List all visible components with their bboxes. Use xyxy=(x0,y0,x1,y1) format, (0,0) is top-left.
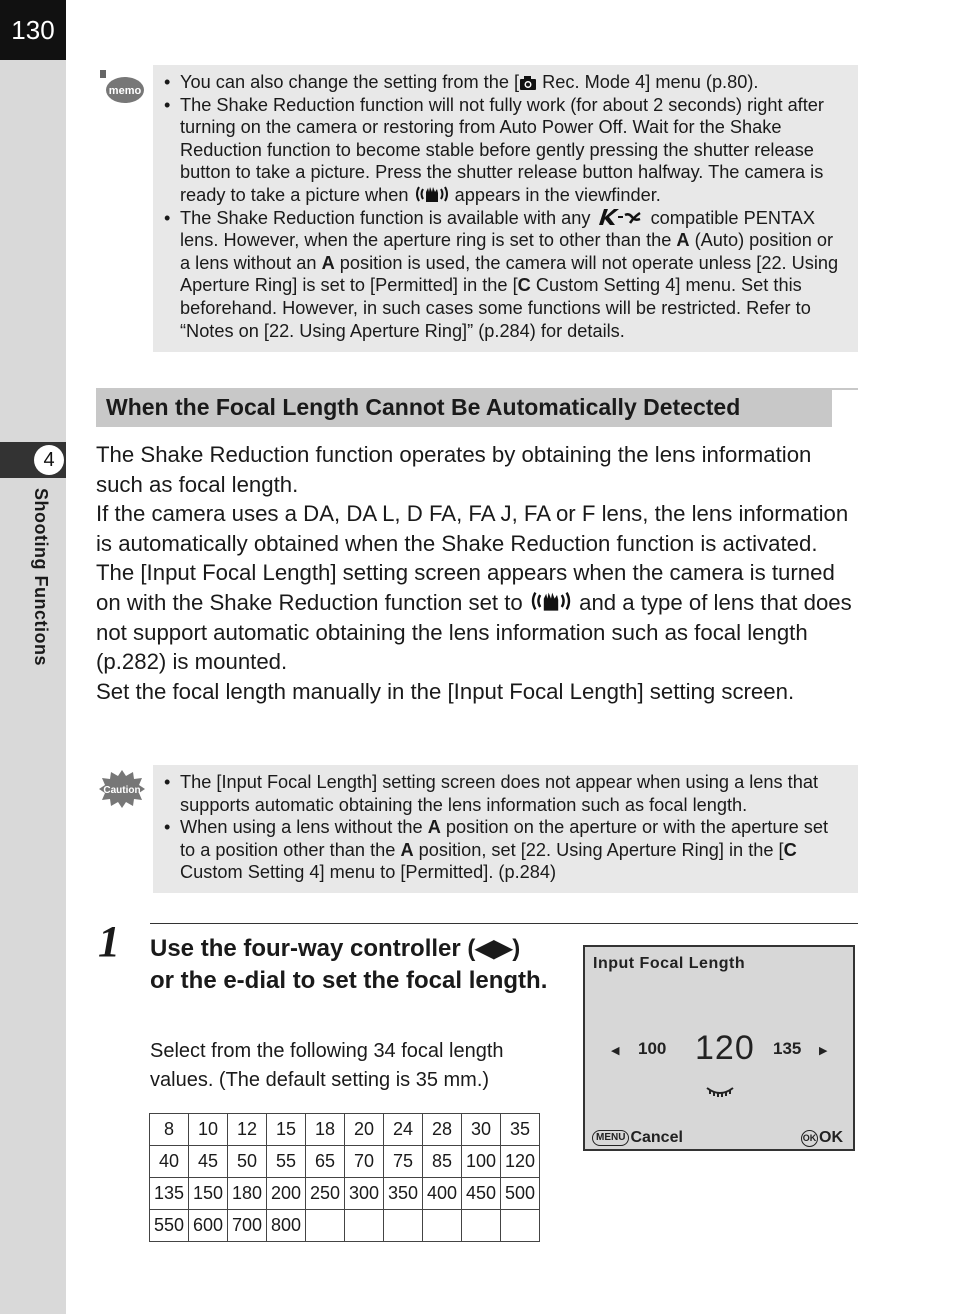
table-cell: 200 xyxy=(267,1178,306,1210)
table-row xyxy=(150,1178,540,1210)
e-dial-icon xyxy=(705,1085,735,1101)
table-cell: 100 xyxy=(462,1146,501,1178)
page-number: 130 xyxy=(0,0,66,60)
heading-rule xyxy=(832,388,858,390)
table-cell: 12 xyxy=(228,1114,267,1146)
caution-item: • When using a lens without the A position on the aperture or with the aperture set to a position other than the A position, set [22. Using Aperture Ring] in the [C Custom Setting 4] menu to [Permitted]. (p.284) xyxy=(163,816,848,884)
caution-item: • The [Input Focal Length] setting screen does not appear when using a lens that supports automatic obtaining the lens information such as focal length. xyxy=(163,771,848,816)
body-paragraph: Set the focal length manually in the [Input Focal Length] setting screen. xyxy=(96,678,795,704)
shake-reduction-icon xyxy=(414,184,450,204)
caution-icon xyxy=(98,768,146,808)
table-cell: 28 xyxy=(423,1114,462,1146)
section-heading: When the Focal Length Cannot Be Automatically Detected xyxy=(96,388,832,427)
table-cell xyxy=(501,1210,540,1242)
table-cell: 55 xyxy=(267,1146,306,1178)
body-paragraph: The [Input Focal Length] setting screen appears when the camera is turned on with the Shake Reduction function set to and a type of lens that does not support automatic obtaining the lens information such as focal length (p.282) is mounted. xyxy=(96,560,852,675)
table-cell: 150 xyxy=(189,1178,228,1210)
ok-key-icon: OK xyxy=(801,1130,818,1147)
screen-title: Input Focal Length xyxy=(593,955,746,972)
section-body xyxy=(96,440,858,706)
table-cell: 800 xyxy=(267,1210,306,1242)
table-cell xyxy=(306,1210,345,1242)
table-cell: 120 xyxy=(501,1146,540,1178)
shake-reduction-icon xyxy=(529,589,573,613)
camera-icon xyxy=(519,75,537,91)
table-cell: 65 xyxy=(306,1146,345,1178)
ok-label: OK xyxy=(819,1129,843,1146)
table-cell: 700 xyxy=(228,1210,267,1242)
step-number: 1 xyxy=(98,917,120,966)
current-value: 120 xyxy=(695,1029,755,1067)
table-cell: 250 xyxy=(306,1178,345,1210)
table-cell: 35 xyxy=(501,1114,540,1146)
table-cell: 450 xyxy=(462,1178,501,1210)
table-cell: 50 xyxy=(228,1146,267,1178)
previous-value: 100 xyxy=(638,1039,667,1058)
table-row xyxy=(150,1210,540,1242)
table-cell xyxy=(384,1210,423,1242)
left-arrow-icon[interactable]: ◀ xyxy=(611,1045,620,1057)
table-cell: 8 xyxy=(150,1114,189,1146)
memo-item: • The Shake Reduction function will not fully work (for about 2 seconds) right after turning on the camera or restoring from Auto Power Off. Wait for the Shake Reduction function to become stable before gently pressing the shutter release button to take a picture. Press the shutter release button halfway. The camera is ready to take a picture when appears in the viewfinder. xyxy=(163,94,848,207)
input-focal-length-screen xyxy=(583,945,855,1151)
table-cell: 15 xyxy=(267,1114,306,1146)
cancel-button[interactable] xyxy=(592,1129,683,1147)
memo-box xyxy=(153,65,858,352)
table-cell: 300 xyxy=(345,1178,384,1210)
table-cell: 18 xyxy=(306,1114,345,1146)
body-paragraph: If the camera uses a DA, DA L, D FA, FA J, FA or F lens, the lens information is automatically obtained when the Shake Reduction function is activated. xyxy=(96,501,849,556)
chapter-title: Shooting Functions xyxy=(31,488,51,666)
memo-icon-label: memo xyxy=(108,85,142,97)
table-cell xyxy=(423,1210,462,1242)
table-cell: 30 xyxy=(462,1114,501,1146)
table-cell: 70 xyxy=(345,1146,384,1178)
table-row xyxy=(150,1114,540,1146)
table-cell: 85 xyxy=(423,1146,462,1178)
step-title: Use the four-way controller (◀▶) or the e-dial to set the focal length. xyxy=(150,935,548,994)
table-cell: 180 xyxy=(228,1178,267,1210)
ok-button[interactable] xyxy=(801,1129,843,1147)
step-rule xyxy=(150,923,858,924)
memo-icon xyxy=(98,68,146,108)
memo-item: • You can also change the setting from the [ Rec. Mode 4] menu (p.80). xyxy=(163,71,848,94)
focal-length-table xyxy=(149,1113,540,1242)
table-cell: 500 xyxy=(501,1178,540,1210)
table-cell: 600 xyxy=(189,1210,228,1242)
table-cell xyxy=(345,1210,384,1242)
caution-icon-label: Caution xyxy=(103,785,141,796)
right-arrow-icon[interactable]: ▶ xyxy=(819,1045,828,1057)
table-cell: 400 xyxy=(423,1178,462,1210)
step-description: Select from the following 34 focal length values. (The default setting is 35 mm.) xyxy=(150,1040,504,1091)
chapter-number: 4 xyxy=(34,445,64,475)
table-cell: 40 xyxy=(150,1146,189,1178)
caution-box xyxy=(153,765,858,893)
table-cell: 24 xyxy=(384,1114,423,1146)
table-cell xyxy=(462,1210,501,1242)
table-cell: 75 xyxy=(384,1146,423,1178)
k-x-logo xyxy=(596,207,646,227)
menu-key-icon: MENU xyxy=(592,1130,629,1146)
table-cell: 20 xyxy=(345,1114,384,1146)
table-cell: 45 xyxy=(189,1146,228,1178)
table-row xyxy=(150,1146,540,1178)
next-value: 135 xyxy=(773,1039,802,1058)
cancel-label: Cancel xyxy=(630,1129,683,1146)
table-cell: 550 xyxy=(150,1210,189,1242)
body-paragraph: The Shake Reduction function operates by obtaining the lens information such as focal length. xyxy=(96,442,812,497)
table-cell: 135 xyxy=(150,1178,189,1210)
table-cell: 350 xyxy=(384,1178,423,1210)
memo-item: • The Shake Reduction function is available with any compatible PENTAX lens. However, when the aperture ring is set to other than the A (Auto) position or a lens without an A position is used, the camera will not operate unless [22. Using Aperture Ring] is set to [Permitted] in the [C Custom Setting 4] menu. Set this beforehand. However, in such cases some functions will be restricted. Refer to “Notes on [22. Using Aperture Ring]” (p.284) for details. xyxy=(163,207,848,343)
table-cell: 10 xyxy=(189,1114,228,1146)
